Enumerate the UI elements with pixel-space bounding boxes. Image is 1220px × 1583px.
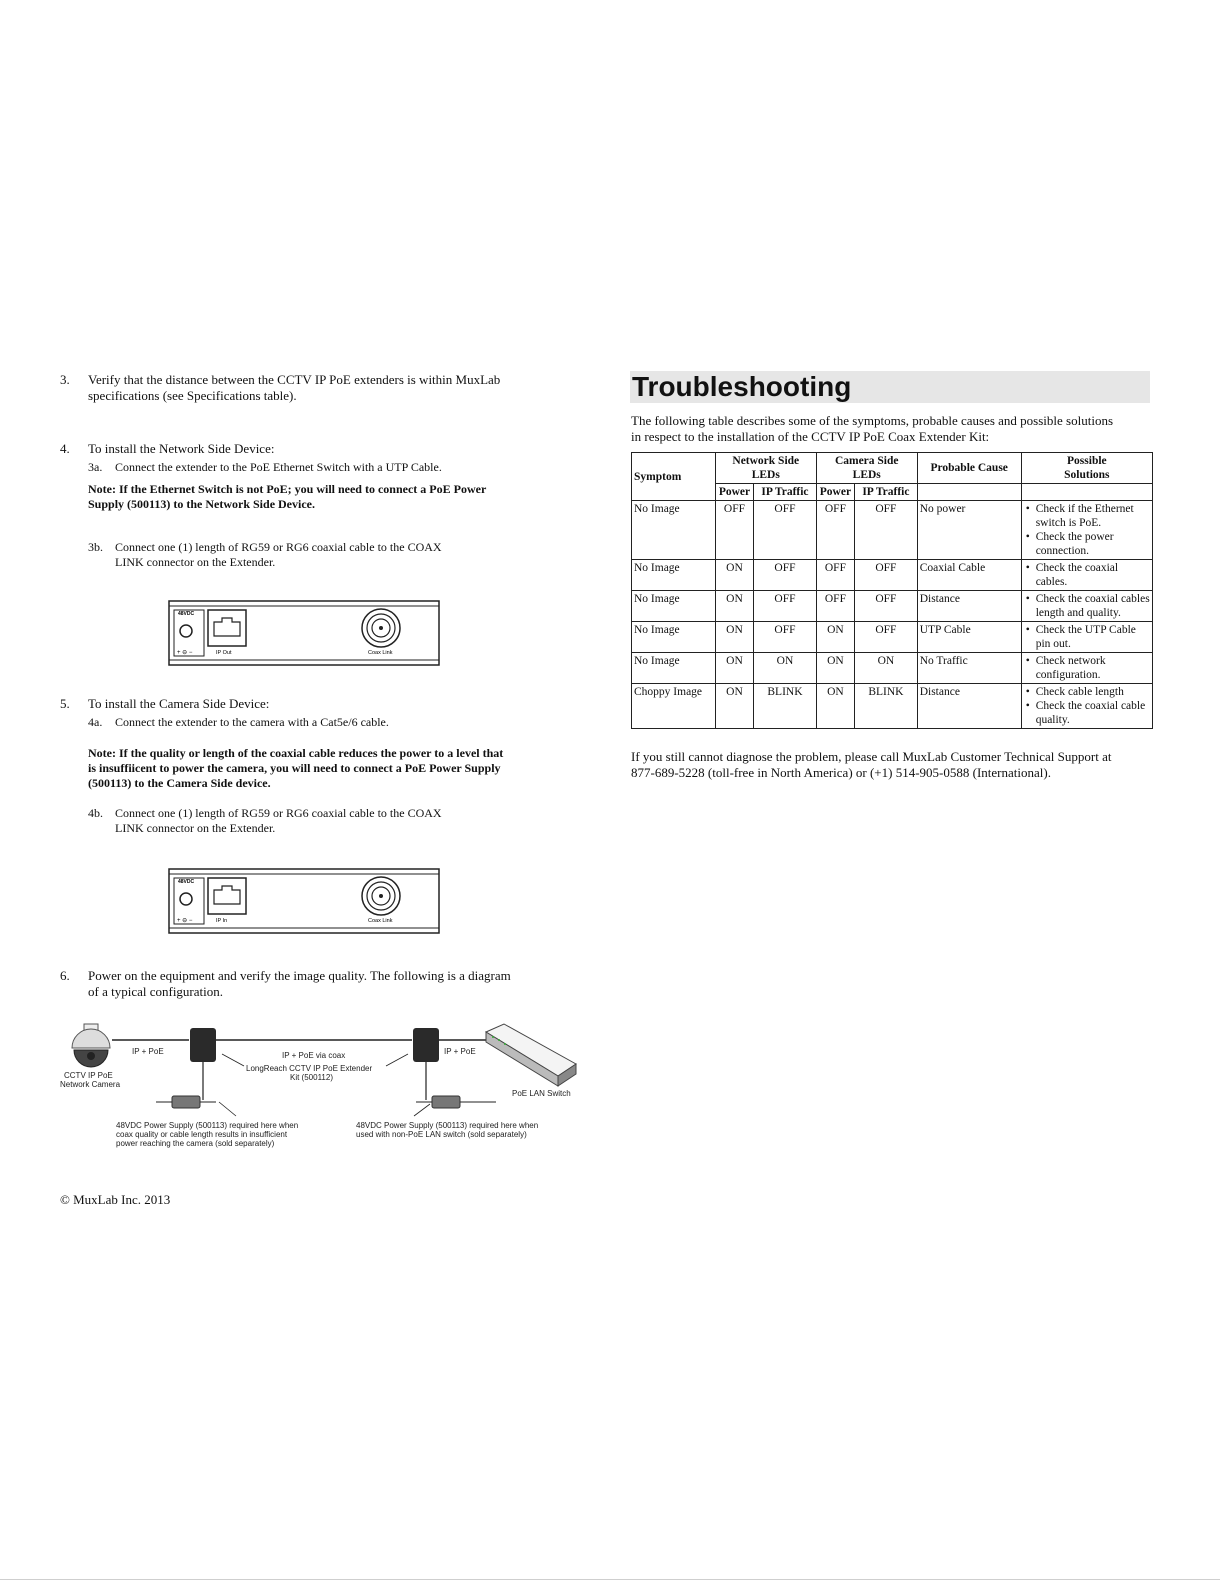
kit-label-line2: Kit (500112) (290, 1073, 333, 1082)
table-row (632, 622, 1153, 653)
cell-camera-power: ON (816, 684, 854, 729)
cell-network-power: ON (715, 653, 753, 684)
cell-symptom: No Image (632, 591, 716, 622)
cell-network-ip: OFF (754, 560, 817, 591)
table-header-row (632, 453, 1153, 484)
support-line1: If you still cannot diagnose the problem, please call MuxLab Customer Technical Support at (631, 749, 1112, 764)
step-4-number: 4. (60, 441, 70, 456)
step-3a-text: Connect the extender to the PoE Ethernet Switch with a UTP Cable. (115, 460, 442, 474)
step-4a-text: Connect the extender to the camera with a Cat5e/6 cable. (115, 715, 389, 729)
step-4b-text-line1: Connect one (1) length of RG59 or RG6 coaxial cable to the COAX (115, 806, 442, 820)
solution-item: • Check cable length (1024, 685, 1150, 699)
header-camera-side (816, 453, 917, 484)
solution-item: • Check if the Ethernet switch is PoE. (1024, 502, 1150, 530)
table-row (632, 560, 1153, 591)
svg-text:+ ⊖ −: + ⊖ − (177, 918, 193, 924)
camera-label-line2: Network Camera (60, 1080, 121, 1089)
left-power-note-line1: 48VDC Power Supply (500113) required here when (116, 1121, 299, 1130)
header-network-side-line2: LEDs (751, 469, 780, 481)
camera-label-line1: CCTV IP PoE (64, 1071, 113, 1080)
header-camera-side-line1: Camera Side (834, 455, 899, 467)
step-3b-text-line2: LINK connector on the Extender. (115, 555, 276, 569)
solution-item: • Check the UTP Cable pin out. (1024, 623, 1150, 651)
header-camera-power: Power (816, 484, 854, 501)
left-link-label: IP + PoE (132, 1047, 164, 1056)
cell-camera-power: ON (816, 653, 854, 684)
cell-solutions (1021, 653, 1152, 684)
troubleshooting-table (631, 452, 1153, 729)
cell-camera-ip: OFF (855, 622, 918, 653)
coax-link-label: Coax Link (368, 650, 393, 656)
cell-symptom: No Image (632, 560, 716, 591)
left-power-note-line2: coax quality or cable length results in insufficient (116, 1130, 288, 1139)
cell-cause: No Traffic (917, 653, 1021, 684)
header-network-power: Power (715, 484, 753, 501)
step-4a-number: 4a. (88, 715, 103, 729)
cell-network-power: ON (715, 622, 753, 653)
header-network-side-line1: Network Side (732, 455, 800, 467)
cell-camera-ip: ON (855, 653, 918, 684)
coax-link-label: Coax Link (368, 918, 393, 924)
header-network-ip-traffic: IP Traffic (754, 484, 817, 501)
switch-label: PoE LAN Switch (512, 1089, 571, 1098)
right-power-note-line1: 48VDC Power Supply (500113) required here when (356, 1121, 539, 1130)
step-6-text-line1: Power on the equipment and verify the image quality. The following is a diagram (88, 968, 511, 983)
header-network-side (715, 453, 816, 484)
header-solutions-line1: Possible (1067, 455, 1107, 467)
step-3b-text-line1: Connect one (1) length of RG59 or RG6 coaxial cable to the COAX (115, 540, 442, 554)
cell-camera-ip: BLINK (855, 684, 918, 729)
cell-solutions (1021, 591, 1152, 622)
cell-cause: No power (917, 501, 1021, 560)
cell-cause: Distance (917, 591, 1021, 622)
cell-solutions (1021, 684, 1152, 729)
cell-solutions (1021, 560, 1152, 591)
note-camera-line3: (500113) to the Camera Side device. (88, 776, 271, 790)
cell-network-ip: OFF (754, 622, 817, 653)
cell-network-ip: ON (754, 653, 817, 684)
cell-symptom: No Image (632, 622, 716, 653)
step-4-text: To install the Network Side Device: (88, 441, 275, 456)
cell-solutions (1021, 622, 1152, 653)
solution-item: • Check network configuration. (1024, 654, 1150, 682)
note-camera-line2: is insuffiicent to power the camera, you will need to connect a PoE Power Supply (88, 761, 501, 775)
step-6-number: 6. (60, 968, 70, 983)
copyright: © MuxLab Inc. 2013 (60, 1192, 171, 1207)
step-3-number: 3. (60, 372, 70, 387)
step-3a-number: 3a. (88, 460, 103, 474)
cell-network-power: OFF (715, 501, 753, 560)
cell-cause: UTP Cable (917, 622, 1021, 653)
cell-network-ip: BLINK (754, 684, 817, 729)
note-camera-line1: Note: If the quality or length of the coaxial cable reduces the power to a level that (88, 746, 504, 760)
solution-item: • Check the coaxial cables length and quality. (1024, 592, 1150, 620)
cell-cause: Distance (917, 684, 1021, 729)
typical-configuration-diagram (56, 1020, 580, 1155)
poe-lan-switch-icon (486, 1024, 576, 1086)
cell-cause: Coaxial Cable (917, 560, 1021, 591)
step-6-text-line2: of a typical configuration. (88, 984, 224, 999)
ip-in-port-label: IP In (216, 918, 228, 924)
svg-text:+ ⊖ −: + ⊖ − (177, 650, 193, 656)
table-row (632, 684, 1153, 729)
network-side-device-illustration (168, 600, 440, 666)
cell-camera-power: OFF (816, 560, 854, 591)
troubleshooting-heading: Troubleshooting (630, 371, 1150, 403)
intro-line2: in respect to the installation of the CCTV IP PoE Coax Extender Kit: (631, 429, 990, 444)
solution-item: • Check the power connection. (1024, 530, 1150, 558)
cell-camera-power: ON (816, 622, 854, 653)
cell-camera-power: OFF (816, 591, 854, 622)
middle-link-label: IP + PoE via coax (282, 1051, 346, 1060)
cell-network-ip: OFF (754, 591, 817, 622)
cell-solutions (1021, 501, 1152, 560)
kit-label-line1: LongReach CCTV IP PoE Extender (246, 1064, 373, 1073)
header-probable-cause: Probable Cause (917, 453, 1021, 484)
header-symptom: Symptom (632, 453, 716, 501)
dc-jack-label: 48VDC (178, 879, 195, 885)
table-row (632, 501, 1153, 560)
cell-symptom: Choppy Image (632, 684, 716, 729)
step-4b-text-line2: LINK connector on the Extender. (115, 821, 276, 835)
table-row (632, 591, 1153, 622)
note-network-line2: Supply (500113) to the Network Side Device. (88, 497, 315, 511)
right-link-label: IP + PoE (444, 1047, 476, 1056)
dome-camera-icon (72, 1024, 110, 1067)
note-network-line1: Note: If the Ethernet Switch is not PoE; you will need to connect a PoE Power (88, 482, 487, 496)
support-line2: 877-689-5228 (toll-free in North America) or (+1) 514-905-0588 (International). (631, 765, 1051, 780)
step-5-text: To install the Camera Side Device: (88, 696, 270, 711)
step-3-text-line2: specifications (see Specifications table). (88, 388, 297, 403)
step-3-text-line1: Verify that the distance between the CCTV IP PoE extenders is within MuxLab (88, 372, 501, 387)
camera-side-device-illustration (168, 868, 440, 934)
intro-line1: The following table describes some of the symptoms, probable causes and possible solutions (631, 413, 1113, 428)
step-4b-number: 4b. (88, 806, 103, 820)
header-solutions-line2: Solutions (1064, 469, 1110, 481)
ip-out-port-label: IP Out (216, 650, 232, 656)
cell-camera-ip: OFF (855, 560, 918, 591)
cell-network-power: ON (715, 560, 753, 591)
cell-symptom: No Image (632, 653, 716, 684)
solution-item: • Check the coaxial cables. (1024, 561, 1150, 589)
cell-camera-power: OFF (816, 501, 854, 560)
cell-camera-ip: OFF (855, 501, 918, 560)
step-5-number: 5. (60, 696, 70, 711)
header-camera-ip-traffic: IP Traffic (855, 484, 918, 501)
right-power-note-line2: used with non-PoE LAN switch (sold separately) (356, 1130, 527, 1139)
cell-symptom: No Image (632, 501, 716, 560)
cell-camera-ip: OFF (855, 591, 918, 622)
dc-jack-label: 48VDC (178, 611, 195, 617)
table-row (632, 653, 1153, 684)
cell-network-power: ON (715, 591, 753, 622)
header-possible-solutions (1021, 453, 1152, 484)
header-camera-side-line2: LEDs (852, 469, 881, 481)
cell-network-ip: OFF (754, 501, 817, 560)
step-3b-number: 3b. (88, 540, 103, 554)
left-power-note-line3: power reaching the camera (sold separately) (116, 1139, 275, 1148)
page-bottom-rule (0, 1579, 1220, 1580)
cell-network-power: ON (715, 684, 753, 729)
solution-item: • Check the coaxial cable quality. (1024, 699, 1150, 727)
